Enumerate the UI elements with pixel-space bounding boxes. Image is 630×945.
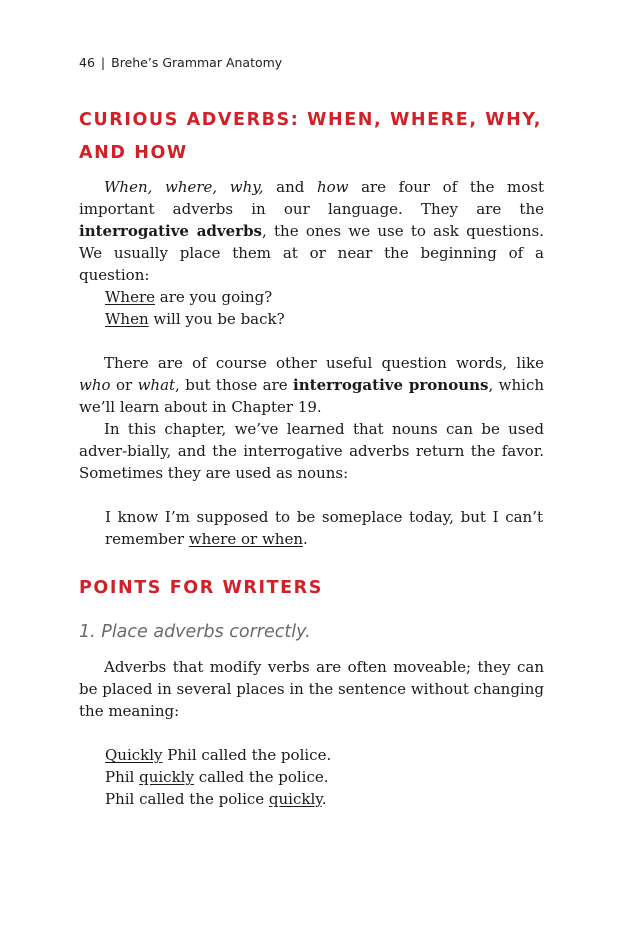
underlined-adverb: When	[105, 310, 149, 328]
italic-word: who	[79, 376, 111, 394]
text-run: , which we’ll learn about in Chapter 19.	[79, 376, 545, 416]
section-heading-points-for-writers: POINTS FOR WRITERS	[79, 578, 323, 598]
text-run: I know I’m supposed to be someplace today, but I can’t remember	[105, 508, 543, 548]
underlined-adverb: quickly	[268, 790, 322, 808]
text-run: .	[303, 530, 308, 548]
text-run: , the ones we use to ask questions. We usually place them at or near the beginning of a question:	[79, 222, 544, 284]
text-run: will you be back?	[148, 310, 285, 328]
paragraph-interrogative-pronouns	[79, 352, 544, 418]
example-line	[105, 286, 543, 308]
example-list-questions	[105, 286, 543, 330]
text-run: are four of the most important adverbs in our language. They are the	[79, 178, 544, 218]
example-where-or-when	[105, 506, 543, 550]
header-separator: |	[100, 55, 106, 70]
text-run: Phil	[105, 768, 140, 786]
text-run: called the police.	[193, 768, 329, 786]
italic-words: When, where, why,	[104, 178, 264, 196]
example-line	[105, 766, 543, 788]
italic-word: what	[137, 376, 176, 394]
text-run: are you going?	[155, 288, 273, 306]
bold-term: interrogative adverbs	[79, 222, 262, 240]
underlined-adverb: quickly	[139, 768, 194, 786]
text-run: and	[263, 178, 317, 196]
example-line	[105, 744, 543, 766]
subheading-place-adverbs: 1. Place adverbs correctly.	[79, 622, 311, 642]
italic-word: how	[316, 178, 349, 196]
underlined-phrase: where or when	[188, 530, 303, 548]
text-run: , but those are	[175, 376, 294, 394]
page-number: 46	[79, 55, 95, 70]
text-run: Phil called the police.	[162, 746, 332, 764]
text-run: There are of course other useful question words, like	[104, 354, 544, 372]
paragraph-moveable-adverbs: Adverbs that modify verbs are often moveable; they can be placed in several places in the sentence without changing the meaning:	[79, 658, 544, 720]
paragraph-interrogative-adverbs	[79, 176, 544, 286]
example-list-quickly	[105, 744, 543, 810]
text-run: .	[321, 790, 327, 808]
text-run: or	[110, 376, 138, 394]
example-line	[105, 308, 543, 330]
section-heading-curious-adverbs: CURIOUS ADVERBS: WHEN, WHERE, WHY, AND HOW	[79, 110, 543, 163]
example-line	[105, 788, 543, 810]
book-title: Brehe’s Grammar Anatomy	[111, 55, 283, 70]
underlined-adverb: Where	[105, 288, 156, 306]
paragraph-nouns-adverbially: In this chapter, we’ve learned that nouns can be used adver-bially, and the interrogative adverbs return the favor. Sometimes they are used as nouns:	[79, 420, 544, 482]
bold-term: interrogative pronouns	[293, 376, 489, 394]
underlined-adverb: Quickly	[105, 746, 163, 764]
running-head	[79, 55, 282, 70]
text-run: Phil called the police	[105, 790, 269, 808]
